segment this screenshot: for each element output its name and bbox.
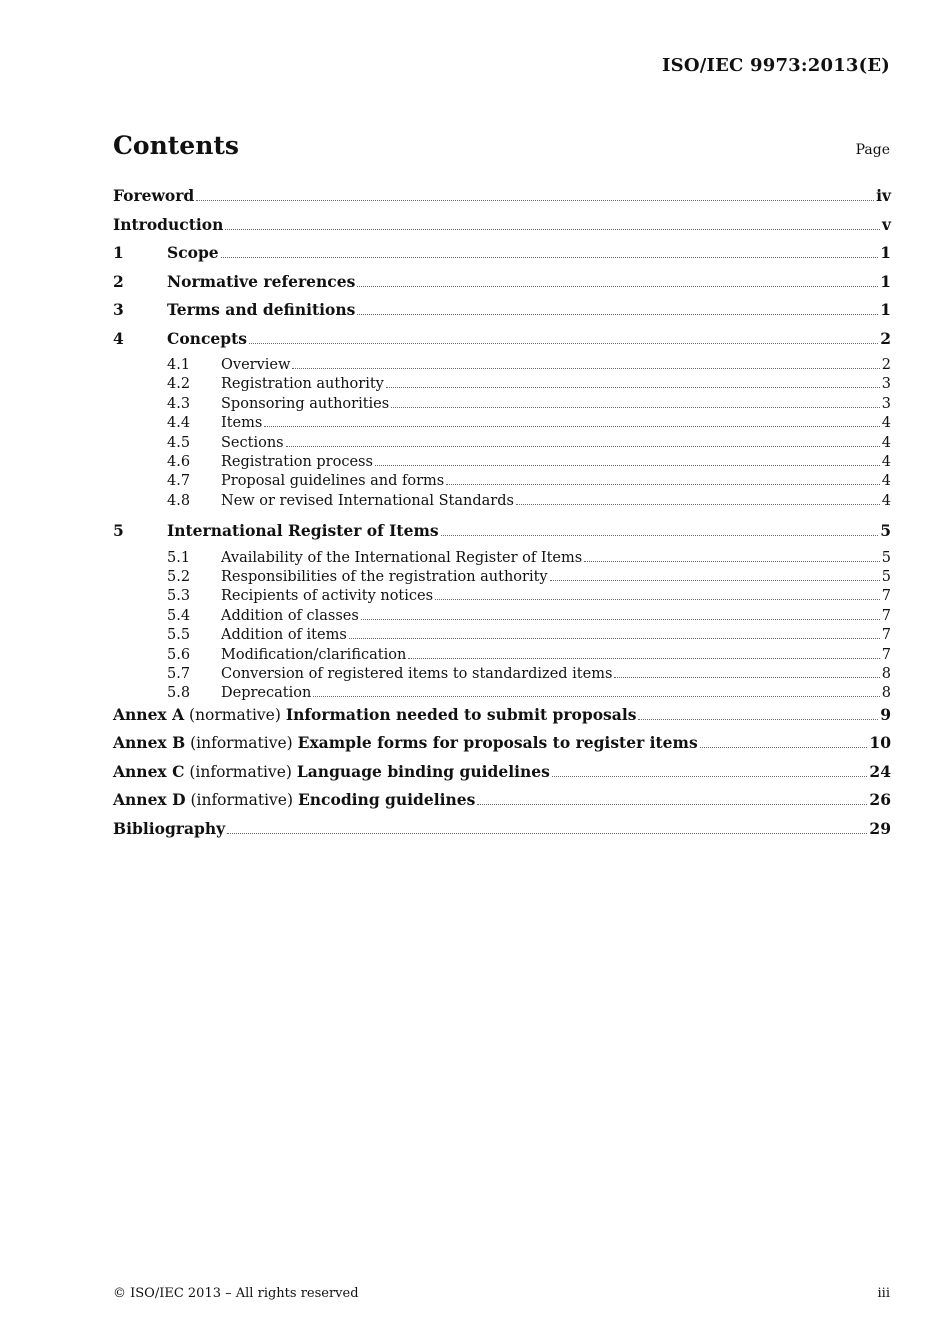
dot-leader [638, 719, 878, 720]
dot-leader [584, 561, 880, 562]
dot-leader [375, 465, 880, 466]
toc-entry-title: Proposal guidelines and forms [221, 473, 445, 490]
toc-entry-title: Scope [167, 243, 219, 262]
toc-entry-subclause[interactable] [113, 493, 891, 512]
document-id: ISO/IEC 9973:2013(E) [662, 55, 890, 76]
toc-entry-clause[interactable] [113, 329, 891, 358]
dot-leader [196, 200, 874, 201]
toc-entry-page: 4 [881, 492, 891, 509]
dot-leader [225, 229, 880, 230]
dot-leader [477, 804, 867, 805]
subclause-number: 4.4 [167, 415, 191, 432]
toc-entry-annex[interactable] [113, 762, 891, 791]
toc-entry-page: 8 [881, 685, 891, 702]
subclause-number: 4.5 [167, 434, 191, 451]
toc-entry-bibliography[interactable] [113, 819, 891, 848]
toc-entry-subclause[interactable] [113, 454, 891, 473]
toc-entry-subclause[interactable] [113, 415, 891, 434]
toc-entry-title: Overview [221, 357, 291, 373]
toc-entry-page: 7 [881, 627, 891, 644]
toc-entry-title: Addition of classes [221, 607, 359, 624]
dot-leader [292, 368, 879, 369]
toc-entry-page: 4 [881, 434, 891, 451]
dot-leader [408, 658, 879, 659]
footer-copyright: © ISO/IEC 2013 – All rights reserved [113, 1286, 359, 1301]
toc-entry-page: 7 [881, 607, 891, 624]
toc-entry-page: 26 [869, 790, 891, 810]
dot-leader [349, 638, 880, 639]
toc-entry-title: Recipients of activity notices [221, 588, 434, 605]
toc-entry-subclause[interactable] [113, 435, 891, 454]
toc-entry-page: 10 [869, 733, 891, 753]
toc-entry-annex[interactable] [113, 705, 891, 734]
toc-entry-page: v [881, 214, 891, 234]
dot-leader [313, 696, 879, 697]
toc-entry-annex[interactable] [113, 790, 891, 819]
dot-leader [221, 257, 879, 258]
annex-title: Example forms for proposals to register items [297, 733, 698, 753]
toc-entry-page: 5 [881, 549, 891, 566]
clause-number: 5 [113, 521, 124, 541]
toc-entry-title: Introduction [113, 214, 224, 234]
dot-leader [550, 580, 880, 581]
annex-kind: (informative) [189, 762, 292, 781]
dot-leader [516, 504, 880, 505]
toc-entry-title: Responsibilities of the registration authority [221, 569, 548, 586]
toc-entry-title: Sections [221, 434, 284, 451]
toc-entry-title: Availability of the International Register of Items [221, 549, 583, 566]
dot-leader [227, 833, 867, 834]
toc-entry-subclause[interactable] [113, 550, 891, 569]
subclause-number: 4.7 [167, 473, 191, 490]
subclause-number: 5.8 [167, 685, 191, 702]
toc-entry-title: Deprecation [221, 685, 312, 702]
toc-entry-introduction[interactable] [113, 215, 891, 244]
annex-kind: (informative) [190, 734, 293, 753]
toc-entry-clause[interactable] [113, 272, 891, 301]
subclause-number: 5.5 [167, 627, 191, 644]
toc-entry-page: 3 [881, 376, 891, 393]
dot-leader [361, 619, 880, 620]
toc-entry-page: 7 [881, 646, 891, 663]
toc-entry-page: iv [876, 186, 891, 205]
toc-entry-annex[interactable] [113, 733, 891, 762]
toc-entry-title: Sponsoring authorities [221, 395, 390, 412]
clause-number: 1 [113, 243, 124, 262]
subclause-number: 4.6 [167, 453, 191, 470]
toc-entry-page: 2 [881, 357, 891, 373]
dot-leader [357, 286, 878, 287]
annex-title: Language binding guidelines [296, 761, 550, 781]
subclause-number: 5.1 [167, 549, 191, 566]
toc-entry-subclause[interactable] [113, 588, 891, 607]
dot-leader [700, 747, 868, 748]
annex-kind: (normative) [189, 705, 281, 724]
toc-entry-page: 1 [880, 243, 891, 262]
toc-entry-subclause[interactable] [113, 376, 891, 395]
dot-leader [391, 407, 880, 408]
annex-label: Annex B [113, 733, 186, 753]
toc-entry-clause[interactable] [113, 243, 891, 272]
page-column-label: Page [855, 142, 890, 158]
toc-entry-page: 4 [881, 415, 891, 432]
toc-entry-page: 1 [880, 300, 891, 319]
dot-leader [552, 776, 868, 777]
toc-entry-subclause[interactable] [113, 473, 891, 492]
clause-number: 2 [113, 271, 124, 291]
toc-entry-page: 4 [881, 453, 891, 470]
toc-entry-title: Normative references [167, 271, 356, 291]
annex-label: Annex A [113, 704, 185, 724]
dot-leader [286, 446, 880, 447]
toc-entry-page: 7 [881, 588, 891, 605]
toc-entry-title: International Register of Items [167, 521, 439, 541]
toc-entry-page: 5 [880, 521, 891, 541]
clause-number: 3 [113, 300, 124, 319]
subclause-number: 4.8 [167, 492, 191, 509]
subclause-number: 5.4 [167, 607, 191, 624]
toc-entry-title: Foreword [113, 186, 195, 205]
toc-entry-page: 9 [880, 704, 891, 724]
toc-entry-clause[interactable] [113, 300, 891, 329]
dot-leader [264, 426, 879, 427]
dot-leader [435, 599, 880, 600]
toc-entry-subclause[interactable] [113, 685, 891, 704]
dot-leader [386, 387, 880, 388]
dot-leader [441, 535, 879, 536]
toc-entry-page: 8 [881, 665, 891, 682]
annex-title: Information needed to submit proposals [285, 704, 637, 724]
clause-number: 4 [113, 328, 124, 348]
toc-entry-title: Modification/clarification [221, 646, 407, 663]
toc-entry-page: 5 [881, 569, 891, 586]
toc-entry-title: Registration authority [221, 376, 384, 393]
toc-entry-foreword[interactable] [113, 186, 891, 215]
annex-label: Annex C [113, 761, 185, 781]
subclause-number: 4.1 [167, 357, 191, 373]
toc-entry-subclause[interactable] [113, 608, 891, 627]
toc-entry-subclause[interactable] [113, 357, 891, 376]
toc-entry-subclause[interactable] [113, 396, 891, 415]
subclause-number: 4.2 [167, 376, 191, 393]
toc-entry-page: 4 [881, 473, 891, 490]
toc-entry-subclause[interactable] [113, 666, 891, 685]
toc-entry-page: 1 [880, 271, 891, 291]
toc-entry-title: Terms and definitions [167, 300, 356, 319]
toc-entry-page: 3 [881, 395, 891, 412]
contents-heading: Contents [113, 131, 240, 160]
dot-leader [249, 343, 878, 344]
dot-leader [446, 484, 880, 485]
subclause-number: 5.6 [167, 646, 191, 663]
subclause-number: 4.3 [167, 395, 191, 412]
subclause-number: 5.2 [167, 569, 191, 586]
toc-entry-title: Concepts [167, 328, 247, 348]
annex-kind: (informative) [190, 791, 294, 810]
toc-entry-title: Bibliography [113, 818, 226, 838]
toc-entry-page: 2 [880, 328, 891, 348]
toc-entry-subclause[interactable] [113, 569, 891, 588]
annex-label: Annex D [113, 790, 186, 810]
toc-entry-title: Conversion of registered items to standardized items [221, 665, 613, 682]
dot-leader [357, 314, 878, 315]
subclause-number: 5.7 [167, 665, 191, 682]
toc-entry-title: Registration process [221, 453, 373, 470]
toc-entry-title: Items [221, 415, 263, 432]
subclause-number: 5.3 [167, 588, 191, 605]
toc-entry-subclause[interactable] [113, 627, 891, 646]
toc-entry-title: New or revised International Standards [221, 492, 514, 509]
toc-entry-title: Addition of items [221, 627, 347, 644]
dot-leader [614, 677, 879, 678]
toc-entry-subclause[interactable] [113, 647, 891, 666]
table-of-contents [113, 186, 891, 847]
toc-entry-clause[interactable] [113, 521, 891, 550]
annex-title: Encoding guidelines [297, 790, 476, 810]
toc-entry-page: 24 [869, 761, 891, 781]
toc-entry-page: 29 [869, 818, 891, 838]
footer-page-number: iii [877, 1286, 890, 1301]
